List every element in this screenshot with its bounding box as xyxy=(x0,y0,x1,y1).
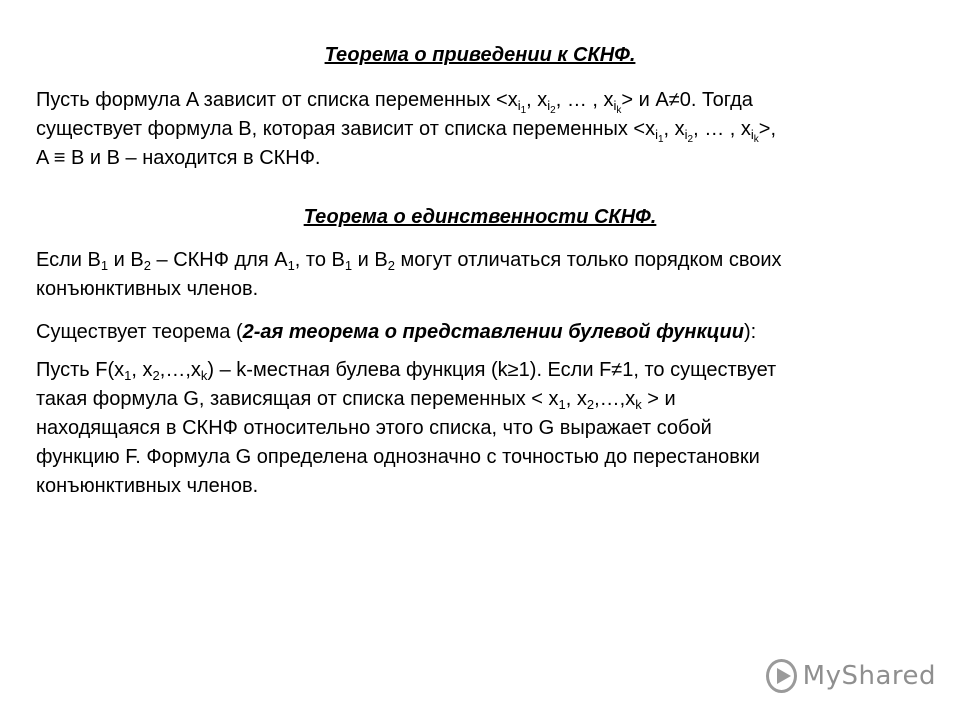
play-circle-icon xyxy=(766,659,797,693)
theorem2-line2: конъюнктивных членов. xyxy=(36,278,259,300)
theorem1-line2: существует формула B, которая зависит от списка переменных $<x_{i_1}$, $x_{i_2}$, … , $x_{i_k}>$, xyxy=(36,118,777,145)
theorem3-line1: Пусть $F(x_1$, $x_2,\dots,x_k$) – k-местная булева функция (k≥1). Если F≠1, то существует xyxy=(36,359,777,383)
theorem3-line5: конъюнктивных членов. xyxy=(36,475,259,497)
theorem3-line4: функцию F. Формула G определена однозначно с точностью до перестановки xyxy=(36,446,760,468)
theorem3-name: 2-ая теорема о представлении булевой функции xyxy=(242,321,744,343)
theorem1-line3: A ≡ B и B – находится в СКНФ. xyxy=(36,147,321,169)
theorem1-statement xyxy=(36,86,936,173)
exists-sentence: Существует теорема (2-ая теорема о представлении булевой функции): xyxy=(36,321,757,343)
theorem3-line2: такая формула G, зависящая от списка переменных < $x_1$, $x_2,\dots,x_k > и$ xyxy=(36,388,676,412)
theorem1-title: Теорема о приведении к СКНФ. xyxy=(324,44,636,66)
theorem1-line1: Пусть формула A зависит от списка переменных $<x_{i_1}$, $x_{i_2}$, … , $x_{i_k}> и$ A≠0. Тогда xyxy=(36,89,753,116)
watermark-text: MyShared xyxy=(802,661,936,691)
theorem3-line3: находящаяся в СКНФ относительно этого списка, что G выражает собой xyxy=(36,417,712,439)
watermark xyxy=(766,654,936,698)
theorem3-statement xyxy=(36,356,936,501)
theorem2-title: Теорема о единственности СКНФ. xyxy=(303,206,657,228)
theorem2-statement xyxy=(36,246,936,304)
theorem2-line1: Если $B_1$ и $B_2$ – СКНФ для $A_1$, то $B_1$ и $B_2$ могут отличаться только порядком своих xyxy=(36,249,782,273)
